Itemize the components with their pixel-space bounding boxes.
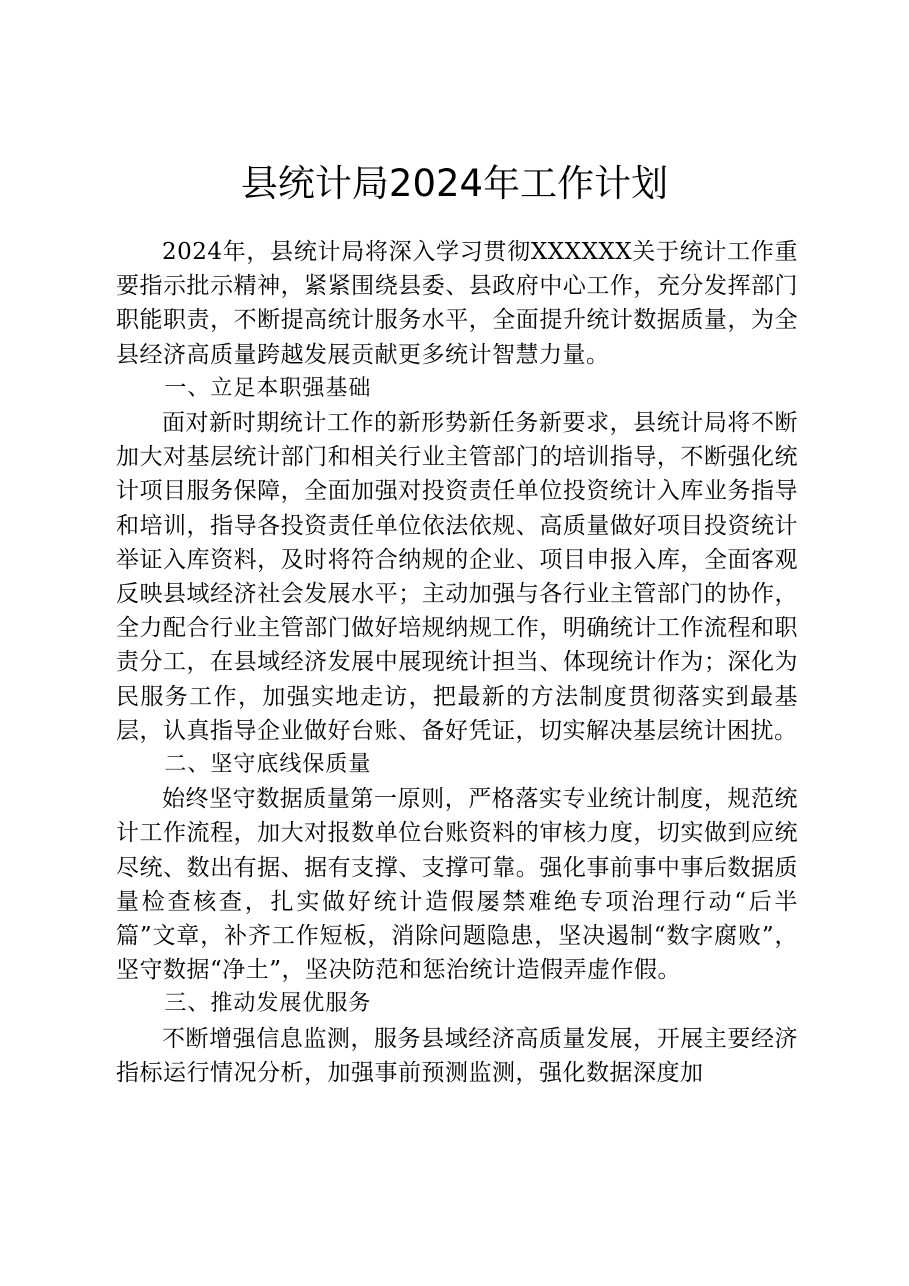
section-heading-3: 三、推动发展优服务	[164, 991, 372, 1017]
section-heading-2: 二、坚守底线保质量	[164, 752, 372, 778]
document-title: 县统计局2024年工作计划	[240, 162, 669, 205]
section-paragraph-2: 始终坚守数据质量第一原则，严格落实专业统计制度，规范统计工作流程，加大对报数单位台账资料的审核力度，切实做到应统尽统、数出有据、据有支撑、支撑可靠。强化事前事中事后数据质量检查核查，扎实做好统计造假屡禁难绝专项治理行动“后半篇”文章，补齐工作短板，消除问题隐患，坚决遏制“数字腐败”，坚守数据“净土”，坚决防范和惩治统计造假弄虚作假。	[116, 786, 798, 984]
section-heading-1: 一、立足本职强基础	[164, 375, 372, 401]
intro-paragraph: 2024年，县统计局将深入学习贯彻XXXXXX关于统计工作重要指示批示精神，紧紧围绕县委、县政府中心工作，充分发挥部门职能职责，不断提高统计服务水平，全面提升统计数据质量，为全县经济高质量跨越发展贡献更多统计智慧力量。	[116, 239, 798, 368]
section-paragraph-3: 不断增强信息监测，服务县域经济高质量发展，开展主要经济指标运行情况分析，加强事前预测监测，强化数据深度加	[116, 1025, 798, 1086]
section-paragraph-1: 面对新时期统计工作的新形势新任务新要求，县统计局将不断加大对基层统计部门和相关行业主管部门的培训指导，不断强化统计项目服务保障，全面加强对投资责任单位投资统计入库业务指导和培训，指导各投资责任单位依法依规、高质量做好项目投资统计举证入库资料，及时将符合纳规的企业、项目申报入库，全面客观反映县域经济社会发展水平；主动加强与各行业主管部门的协作，全力配合行业主管部门做好培规纳规工作，明确统计工作流程和职责分工，在县域经济发展中展现统计担当、体现统计作为；深化为民服务工作，加强实地走访，把最新的方法制度贯彻落实到最基层，认真指导企业做好台账、备好凭证，切实解决基层统计困扰。	[116, 410, 798, 744]
document-body	[116, 235, 798, 1090]
